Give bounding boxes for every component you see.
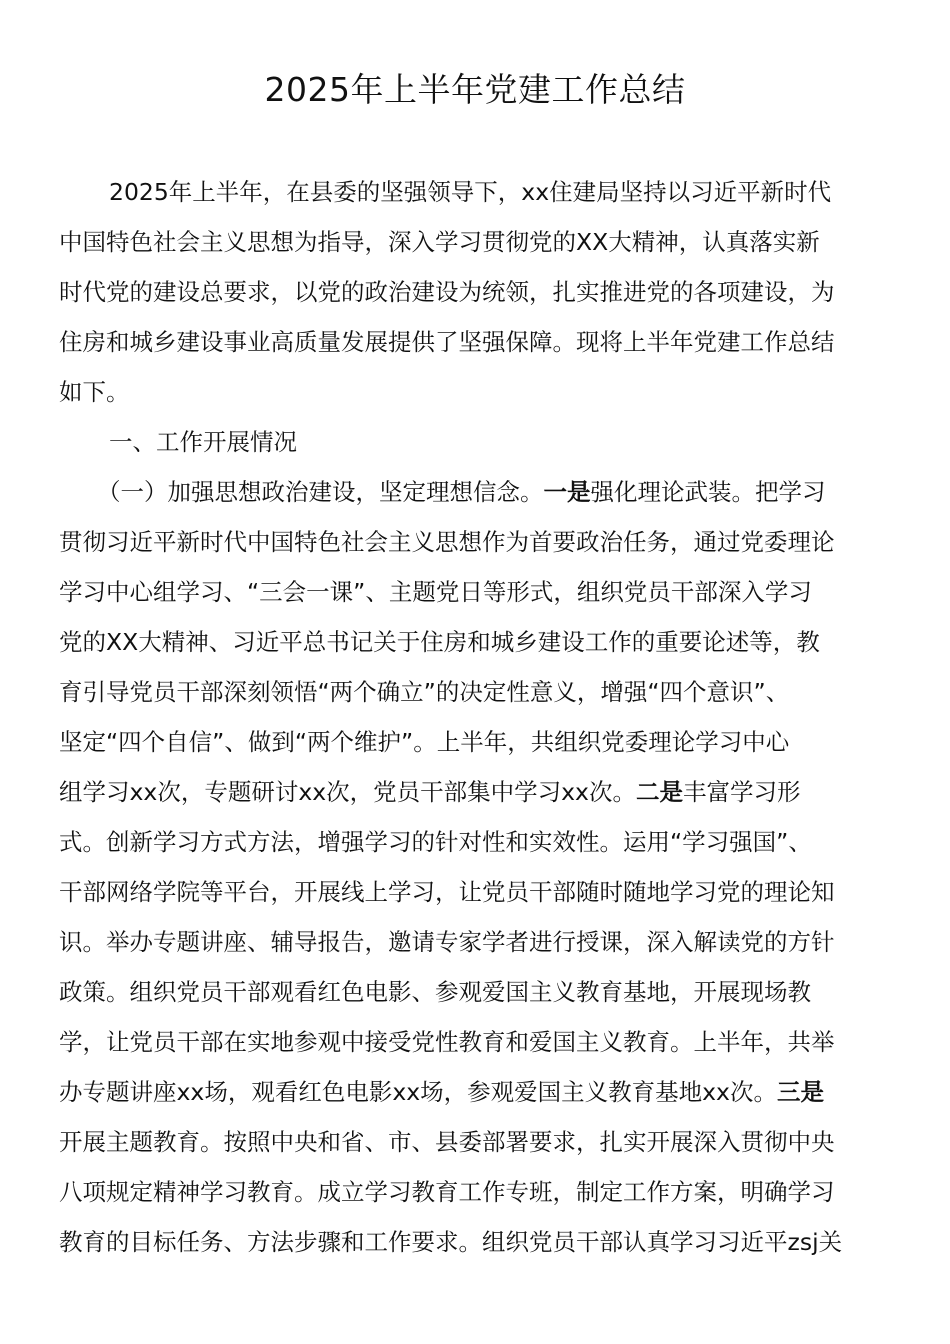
bold-marker-first: 一是 [543, 478, 591, 506]
paragraph-line: 学习中心组学习、“三会一课”、主题党日等形式，组织党员干部深入学习 [59, 578, 812, 606]
paragraph-line: 时代党的建设总要求，以党的政治建设为统领，扎实推进党的各项建设，为 [59, 278, 835, 306]
paragraph-line: 中国特色社会主义思想为指导，深入学习贯彻党的XX大精神，认真落实新 [59, 228, 820, 256]
inline-text: 办专题讲座xx场，观看红色电影xx场，参观爱国主义教育基地xx次。 [59, 1078, 777, 1106]
paragraph-line: 识。举办专题讲座、辅导报告，邀请专家学者进行授课，深入解读党的方针 [59, 928, 835, 956]
document-title: 2025年上半年党建工作总结 [264, 70, 686, 109]
bold-marker-third: 三是 [776, 1078, 824, 1106]
paragraph-line: 教育的目标任务、方法步骤和工作要求。组织党员干部认真学习习近平zsj关 [59, 1228, 843, 1256]
inline-text: 强化理论武装。把学习 [590, 478, 826, 506]
subsection-heading: （一）加强思想政治建设，坚定理想信念。 [97, 478, 544, 506]
paragraph-line: 八项规定精神学习教育。成立学习教育工作专班，制定工作方案，明确学习 [59, 1178, 835, 1206]
bold-marker-second: 二是 [635, 778, 683, 806]
paragraph-line: 党的XX大精神、习近平总书记关于住房和城乡建设工作的重要论述等，教 [59, 628, 820, 656]
section-heading: 一、工作开展情况 [109, 428, 297, 456]
paragraph-line: 学，让党员干部在实地参观中接受党性教育和爱国主义教育。上半年，共举 [59, 1028, 835, 1056]
paragraph-line [59, 1067, 895, 1117]
paragraph-line: 育引导党员干部深刻领悟“两个确立”的决定性意义，增强“四个意识”、 [59, 678, 790, 706]
paragraph-line: 式。创新学习方式方法，增强学习的针对性和实效性。运用“学习强国”、 [59, 828, 812, 856]
paragraph-line: 开展主题教育。按照中央和省、市、县委部署要求，扎实开展深入贯彻中央 [59, 1128, 835, 1156]
paragraph-line [59, 767, 895, 817]
paragraph-line: 贯彻习近平新时代中国特色社会主义思想作为首要政治任务，通过党委理论 [59, 528, 835, 556]
paragraph-line: 住房和城乡建设事业高质量发展提供了坚强保障。现将上半年党建工作总结 [59, 328, 835, 356]
paragraph-line [59, 467, 895, 517]
document-body [59, 167, 895, 1267]
inline-text: 丰富学习形 [682, 778, 801, 806]
paragraph-line: 如下。 [59, 378, 130, 406]
paragraph-line: 2025年上半年，在县委的坚强领导下，xx住建局坚持以习近平新时代 [109, 178, 832, 206]
paragraph-line: 政策。组织党员干部观看红色电影、参观爱国主义教育基地，开展现场教 [59, 978, 811, 1006]
paragraph-line: 干部网络学院等平台，开展线上学习，让党员干部随时随地学习党的理论知 [59, 878, 835, 906]
inline-text: 组学习xx次，专题研讨xx次，党员干部集中学习xx次。 [59, 778, 636, 806]
paragraph-line: 坚定“四个自信”、做到“两个维护”。上半年，共组织党委理论学习中心 [59, 728, 790, 756]
